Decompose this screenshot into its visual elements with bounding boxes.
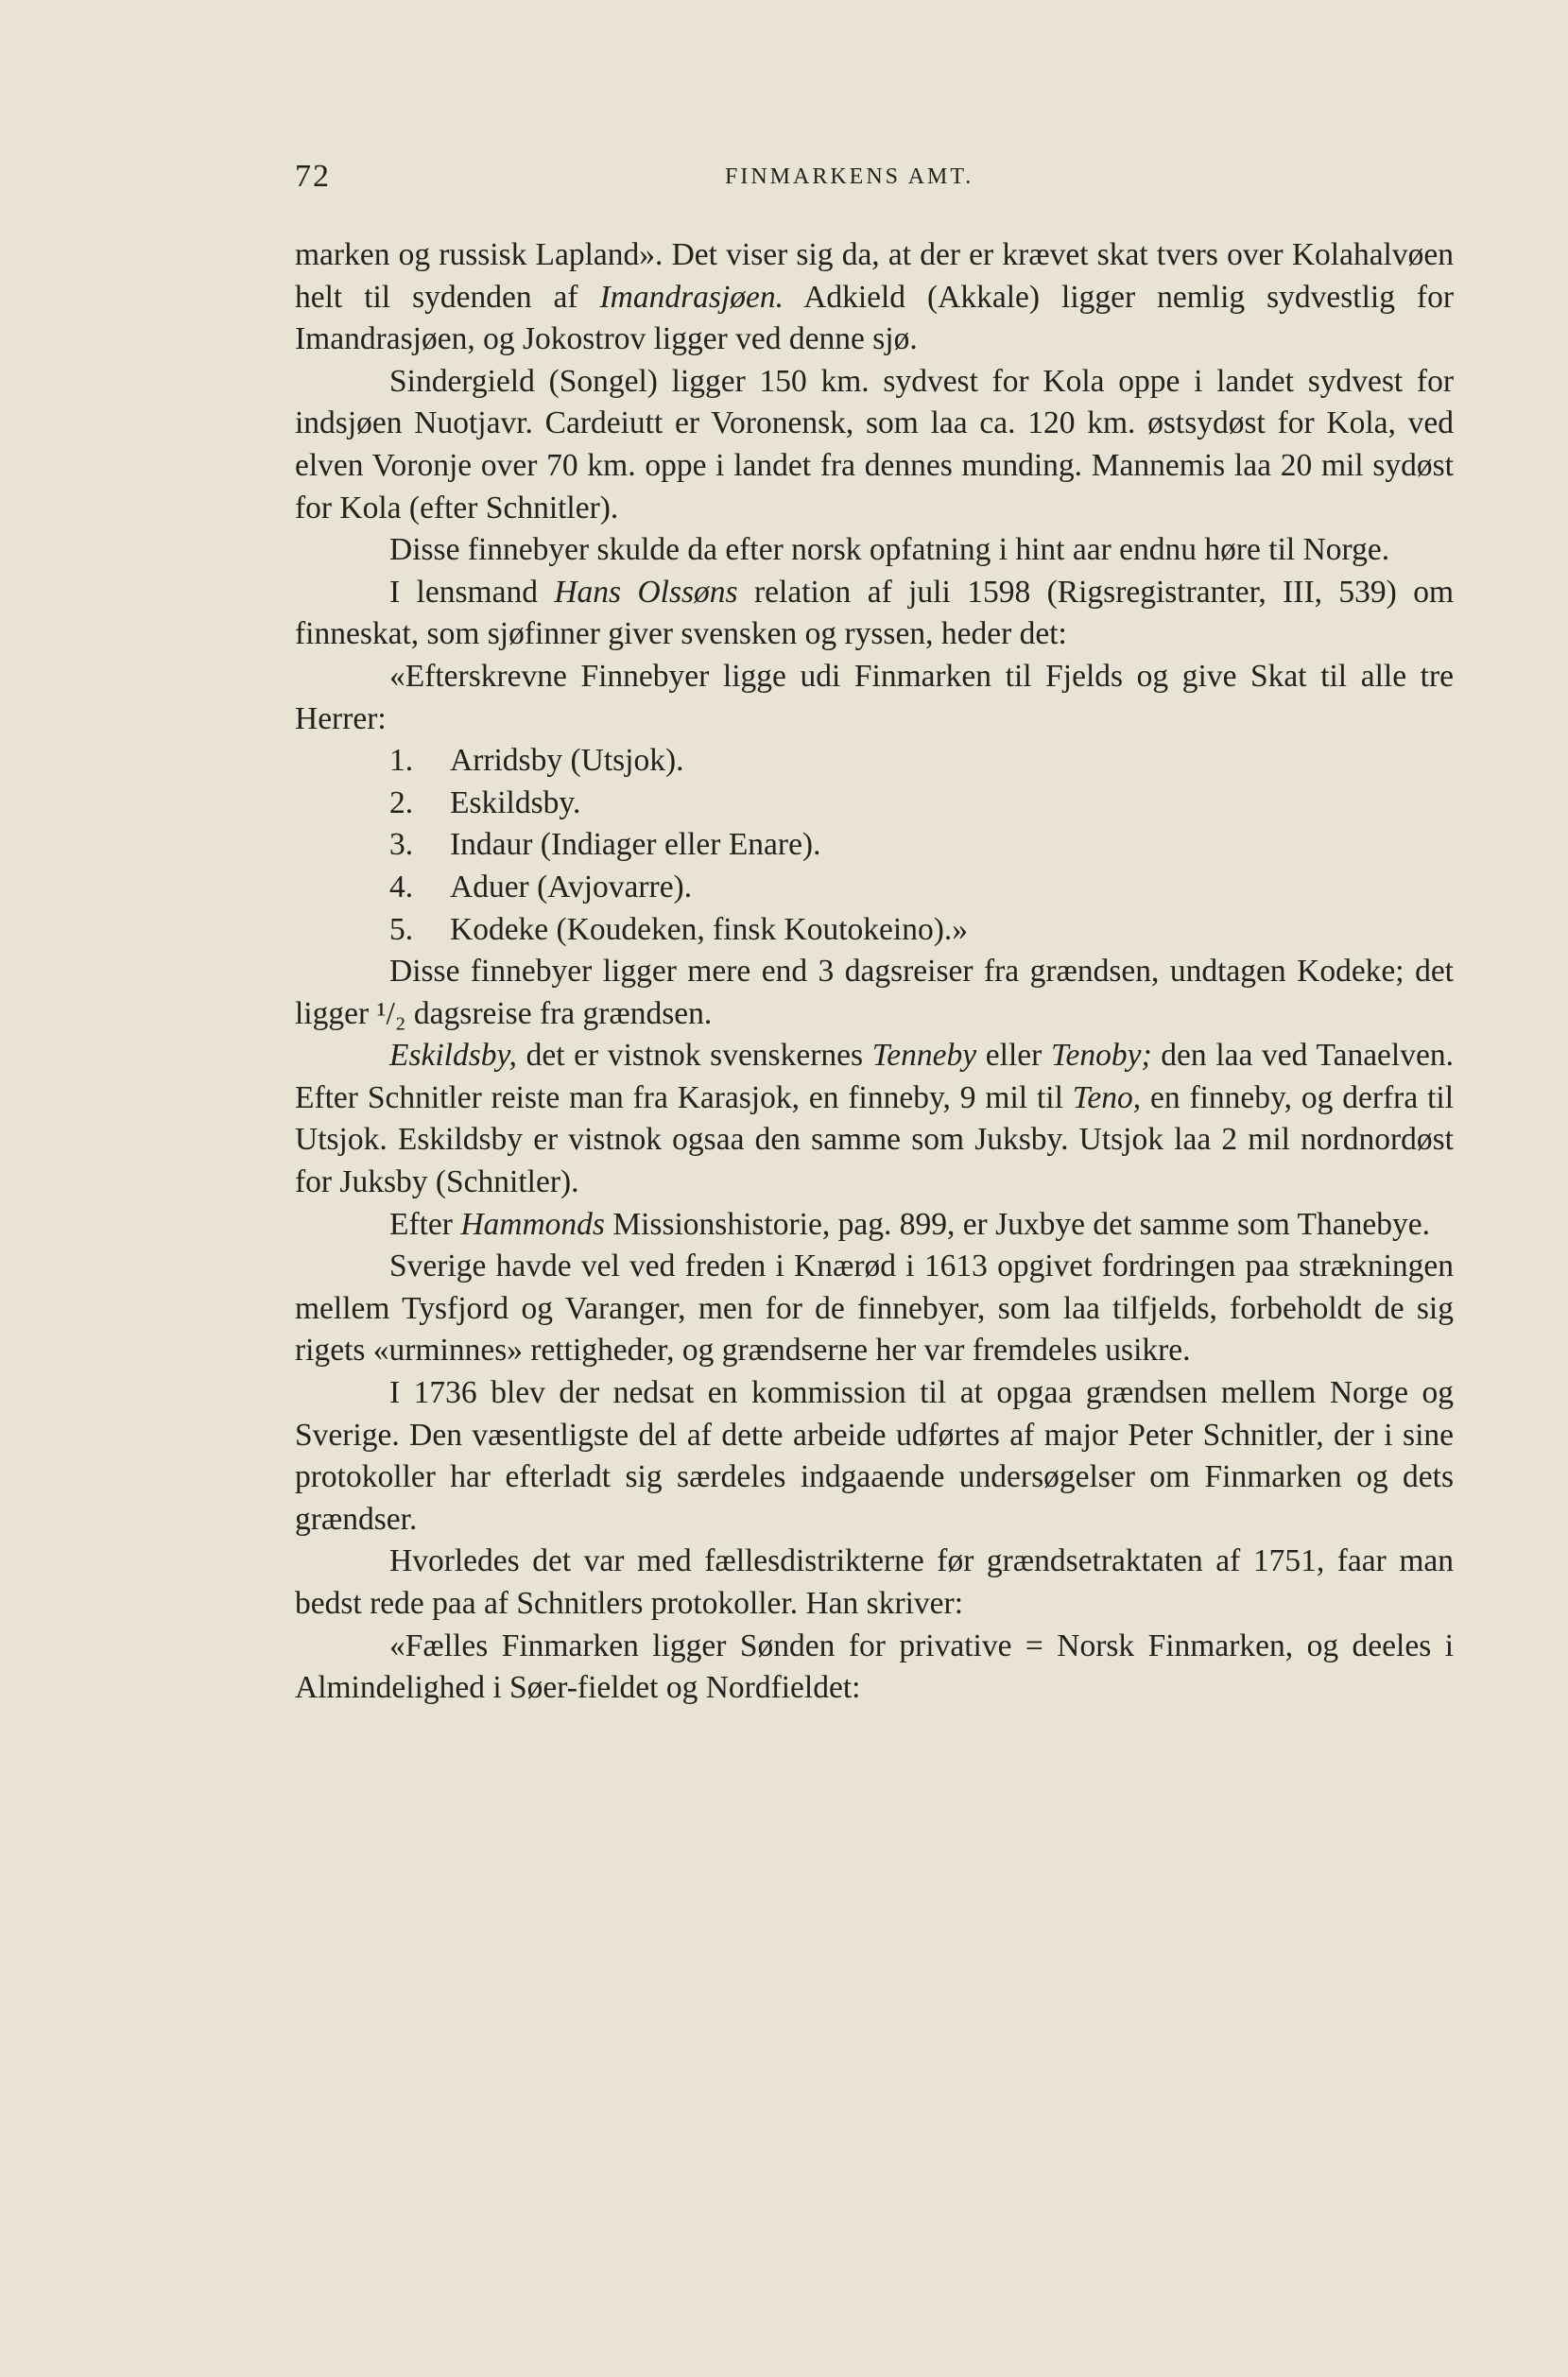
paragraph-4 [295,572,1454,656]
list-item-text: Indaur (Indiager eller Enare). [450,827,821,863]
list-item-text: Arridsby (Utsjok). [450,743,684,779]
paragraph-7-a: det er vistnok svenskernes [516,1038,872,1074]
paragraph-4-text: relation af juli 1598 (Rigsregistranter, III, 539) om finneskat, som sjøfinner giver svensken og ryssen, heder det: [295,574,1455,652]
paragraph-11: Hvorledes det var med fællesdistrikterne før grændsetraktaten af 1751, faar man bedst rede paa af Schnitlers protokoller. Han skriver: [295,1543,1454,1621]
paragraph-2: Sindergield (Songel) ligger 150 km. sydvest for Kola oppe i landet sydvest for indsjøen Nuotjavr. Cardeiutt er Voronensk, som laa ca. 120 km. østsydøst for Kola, ved elven Voronje over 70 km. oppe i landet fra dennes munding. Mannemis laa 20 mil sydøst for Kola (efter Schnitler). [295,363,1454,525]
paragraph-7-italic-2: Tenneby [871,1038,977,1074]
paragraph-4-italic: Hans Olssøns [554,574,738,610]
paragraph-6 [295,951,1454,1035]
paragraph-3: Disse finnebyer skulde da efter norsk opfatning i hint aar endnu høre til Norge. [389,532,1390,568]
paragraph-7-italic-1: Eskildsby, [389,1038,517,1074]
paragraph-8-italic: Hammonds [460,1206,605,1242]
paragraph-7-c: den laa ved Tanaelven. Efter Schnitler reiste man fra Karasjok, en finneby, 9 mil til [295,1038,1454,1115]
paragraph-7 [295,1035,1454,1203]
paragraph-1 [295,234,1454,361]
paragraph-7-italic-4: Teno, [1072,1079,1142,1115]
paragraph-8-a: Efter [389,1206,461,1242]
paragraph-8-b: Missionshistorie, pag. 899, er Juxbye det samme som Thanebye. [604,1206,1430,1242]
paragraph-4-pre: I lensmand [389,574,555,610]
paragraph-6-fraction: ¹/₂ [376,995,406,1031]
list-item-number: 5. [389,911,414,947]
list-item-text: Eskildsby. [450,784,581,820]
paragraph-12: «Fælles Finmarken ligger Sønden for privative = Norsk Finmarken, og deeles i Almindelighed i Søer-fieldet og Nordfieldet: [295,1628,1454,1706]
paragraph-6-b: dagsreise fra grændsen. [405,995,713,1031]
paragraph-8 [295,1204,1454,1247]
paragraph-9: Sverige havde vel ved freden i Knærød i 1613 opgivet fordringen paa strækningen mellem Tysfjord og Varanger, men for de finnebyer, som laa tilfjelds, forbeholdt de sig rigets «urminnes» rettigheder, og grændserne her var fremdeles usikre. [295,1249,1454,1369]
running-title: FINMARKENS AMT. [725,164,974,189]
list-item [295,824,1454,867]
paragraph-7-italic-3: Tenoby; [1050,1038,1152,1074]
paragraph-10: I 1736 blev der nedsat en kommission til at opgaa grændsen mellem Norge og Sverige. Den væsentligste del af dette arbeide udførtes af major Peter Schnitler, der i sine protokoller har efterladt sig særdeles indgaaende undersøgelser om Finmarken og dets grændser. [295,1375,1454,1537]
body-text [295,234,1454,1710]
list-item [295,783,1454,825]
paragraph-1-tail: Adkield (Akkale) ligger nemlig sydvestlig for Imandrasjøen, og Jokostrov ligger ved denne sjø. [295,279,1454,357]
paragraph-7-b: eller [976,1038,1051,1074]
list-item-number: 2. [389,784,414,820]
paragraph-6-a: Disse finnebyer ligger mere end 3 dagsreiser fra grændsen, undtagen Kodeke; det ligger [295,954,1454,1031]
paragraph-1-text: marken og russisk Lapland». Det viser sig da, at der er krævet skat tvers over Kolahalvøen helt til sydenden af [295,237,1454,315]
page-header [295,159,1457,206]
list-item [295,740,1454,783]
paragraph-1-italic: Imandrasjøen. [599,279,784,315]
paragraph-5: «Efterskrevne Finnebyer ligge udi Finmarken til Fjelds og give Skat til alle tre Herrer: [295,658,1454,736]
list-item-number: 4. [389,869,414,904]
list-item [295,867,1454,909]
list-item-number: 3. [389,827,414,863]
list-item-text: Aduer (Avjovarre). [450,869,693,904]
list-item-text: Kodeke (Koudeken, finsk Koutokeino).» [450,911,968,947]
page-number: 72 [295,159,331,194]
list-item [295,909,1454,952]
list-item-number: 1. [389,743,414,779]
paragraph-7-d: en finneby, og derfra til Utsjok. Eskildsby er vistnok ogsaa den samme som Juksby. Utsjok laa 2 mil nordnordøst for Juksby (Schnitler). [295,1079,1454,1200]
